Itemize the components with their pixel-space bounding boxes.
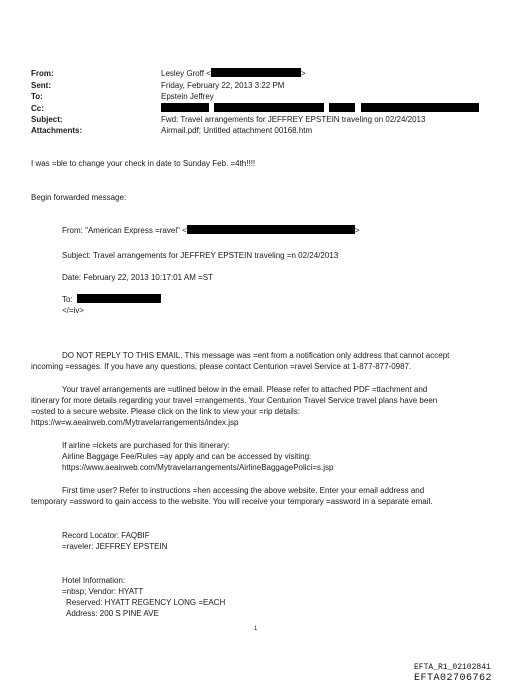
forwarded-from: From: "American Express =ravel" < > xyxy=(62,226,360,235)
redaction-box xyxy=(329,103,355,112)
body-line: Begin forwarded message: xyxy=(31,193,127,202)
redaction-box xyxy=(361,103,479,112)
body-line: I was =ble to change your check in date to Sunday Feb. =4th!!!! xyxy=(31,159,256,168)
forwarded-subject: Subject: Travel arrangements for JEFFREY EPSTEIN traveling =n 02/24/2013 xyxy=(62,251,339,260)
redaction-box xyxy=(187,225,355,234)
footer-id-small: EFTA_R1_02102841 xyxy=(414,663,491,672)
hotel-heading: Hotel Information: xyxy=(62,576,126,585)
notice-paragraph-line: incoming =essages. If you have any questions, please contact Centurion =ravel Service at 1-877-877-0987. xyxy=(31,362,412,371)
footer-id-large: EFTA02706762 xyxy=(414,673,493,684)
hotel-vendor: =nbsp; Vendor: HYATT xyxy=(62,587,144,596)
subject-label: Subject: xyxy=(31,115,63,124)
redaction-box xyxy=(161,103,209,112)
page-number: 1 xyxy=(254,626,258,632)
attachments-value: Airmail.pdf; Untitled attachment 00168.htm xyxy=(161,126,313,135)
arrangements-link[interactable]: https://w=w.aeairweb.com/Mytravelarrangements/index.jsp xyxy=(31,418,239,427)
sent-label: Sent: xyxy=(31,81,51,90)
cc-value xyxy=(161,103,479,114)
redaction-box xyxy=(77,294,161,303)
from-label: From: xyxy=(31,69,54,78)
redaction-box xyxy=(211,68,301,77)
hotel-address: Address: 200 S PINE AVE xyxy=(66,609,159,618)
baggage-line: Airline Baggage Fee/Rules =ay apply and can be accessed by visiting: xyxy=(62,452,312,461)
arrangements-paragraph-line: itinerary for more details regarding your travel =rrangements. Your Centurion Travel Service travel plans have been xyxy=(31,396,438,405)
notice-paragraph-line: DO NOT REPLY TO THIS EMAIL. This message was =ent from a notification only address that cannot accept xyxy=(62,351,450,360)
first-time-line: temporary =assword to gain access to the website. You will receive your temporary =assword in a separate email. xyxy=(31,497,433,506)
traveler-name: =raveler: JEFFREY EPSTEIN xyxy=(62,542,168,551)
redaction-box xyxy=(214,103,324,112)
arrangements-paragraph-line: Your travel arrangements are =utlined below in the email. Please refer to attached PDF =ttachment and xyxy=(62,385,428,394)
subject-value: Fwd: Travel arrangements for JEFFREY EPSTEIN traveling on 02/24/2013 xyxy=(161,115,426,124)
forwarded-to: To: xyxy=(62,294,161,305)
attachments-label: Attachments: xyxy=(31,126,83,135)
first-time-line: First time user? Refer to instructions =hen accessing the above website. Enter your email address and xyxy=(62,486,425,495)
record-locator: Record Locator: FAQBIF xyxy=(62,531,150,540)
to-value: Epstein Jeffrey xyxy=(161,92,214,101)
from-value: Lesley Groff < > xyxy=(161,69,306,78)
baggage-line: If airline =ickets are purchased for this itinerary: xyxy=(62,441,230,450)
hotel-reserved: Reserved: HYATT REGENCY LONG =EACH xyxy=(66,598,226,607)
forwarded-date: Date: February 22, 2013 10:17:01 AM =ST xyxy=(62,273,213,282)
to-label: To: xyxy=(31,92,43,101)
cc-label: Cc: xyxy=(31,104,44,113)
arrangements-paragraph-line: =osted to a secure website. Please click on the link to view your =rip details: xyxy=(31,407,301,416)
sent-value: Friday, February 22, 2013 3:22 PM xyxy=(161,81,285,90)
forwarded-div-tag: </=iv> xyxy=(62,306,85,315)
baggage-link[interactable]: https://www.aeairweb.com/Mytravelarrangements/AirlineBaggagePolici=s.jsp xyxy=(62,463,334,472)
